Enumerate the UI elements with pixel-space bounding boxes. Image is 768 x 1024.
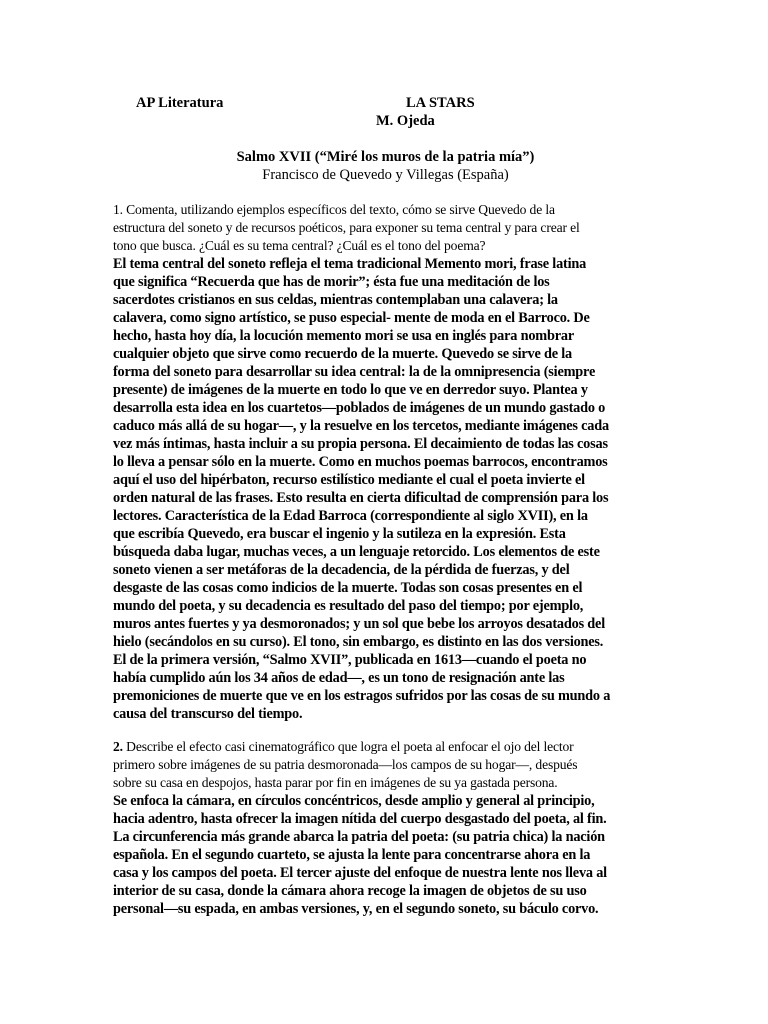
question-1 <box>113 201 661 255</box>
text-line: búsqueda daba lugar, muchas veces, a un lenguaje retorcido. Los elementos de este <box>113 544 600 560</box>
text-line: Se enfoca la cámara, en círculos concéntricos, desde amplio y general al principio, <box>113 793 595 809</box>
poem-author: Francisco de Quevedo y Villegas (España) <box>262 167 509 183</box>
text-line: El de la primera versión, “Salmo XVII”, publicada en 1613—cuando el poeta no <box>113 652 587 668</box>
text-line: personal—su espada, en ambas versiones, y, en el segundo soneto, su báculo corvo. <box>113 901 599 917</box>
text-line: premoniciones de muerte que ve en los estragos sufridos por las cosas de su mundo a <box>113 688 611 704</box>
text-line: estructura del soneto y de recursos poéticos, para exponer su tema central y para crear el <box>113 220 580 235</box>
text-line: hacia adentro, hasta ofrecer la imagen nítida del cuerpo desgastado del poeta, al fin. <box>113 811 607 827</box>
text-line: sobre su casa en despojos, hasta parar por fin en imágenes de su ya gastada persona. <box>113 775 558 790</box>
text-line: lectores. Característica de la Edad Barroca (correspondiente al siglo XVII), en la <box>113 508 588 524</box>
text-line: caduco más allá de su hogar—, y la resuelve en los tercetos, mediante imágenes cada <box>113 418 609 434</box>
text-line: había cumplido aún los 34 años de edad—, es un tono de resignación ante las <box>113 670 565 686</box>
text-line: hielo (secándolos en su curso). El tono, sin embargo, es distinto en las dos versiones. <box>113 634 604 650</box>
text-line: soneto vienen a ser metáforas de la decadencia, de la pérdida de fuerzas, y del <box>113 562 570 578</box>
text-line: primero sobre imágenes de su patria desmoronada—los campos de su hogar—, después <box>113 757 578 772</box>
question-2-number: 2. <box>113 739 123 754</box>
text-line: casa y los campos del poeta. El tercer ajuste del enfoque de nuestra lente nos lleva al <box>113 865 607 881</box>
text-line: La circunferencia más grande abarca la patria del poeta: (su patria chica) la nación <box>113 829 605 845</box>
text-line: lo lleva a pensar sólo en la muerte. Como en muchos poemas barrocos, encontramos <box>113 454 608 470</box>
header-course: AP Literatura <box>136 95 224 111</box>
text-line: interior de su casa, donde la cámara ahora recoge la imagen de objetos de su uso <box>113 883 587 899</box>
text-line: desgaste de las cosas como indicios de la muerte. Todas son cosas presentes en el <box>113 580 583 596</box>
text-line: desarrolla esta idea en los cuartetos—poblados de imágenes de un mundo gastado o <box>113 400 606 416</box>
answer-2 <box>113 792 661 918</box>
text-line: que escribía Quevedo, era buscar el ingenio y la sutileza en la expresión. Esta <box>113 526 566 542</box>
header-author: M. Ojeda <box>376 113 435 129</box>
text-line: hecho, hasta hoy día, la locución memento mori se usa en inglés para nombrar <box>113 328 574 344</box>
text-line: muros antes fuertes y ya desmoronados; y un sol que bebe los arroyos desatados del <box>113 616 605 632</box>
question-2-first-line: Describe el efecto casi cinematográfico que logra el poeta al enfocar el ojo del lector <box>122 739 574 754</box>
text-line: orden natural de las frases. Esto resulta en cierta dificultad de comprensión para los <box>113 490 609 506</box>
text-line: cualquier objeto que sirve como recuerdo de la muerte. Quevedo se sirve de la <box>113 346 572 362</box>
text-line: tono que busca. ¿Cuál es su tema central? ¿Cuál es el tono del poema? <box>113 238 486 253</box>
text-line: 1. Comenta, utilizando ejemplos específicos del texto, cómo se sirve Quevedo de la <box>113 202 555 217</box>
header-class-name: LA STARS <box>406 95 475 111</box>
answer-1 <box>113 255 661 723</box>
text-line: El tema central del soneto refleja el tema tradicional Memento mori, frase latina <box>113 256 587 272</box>
text-line: calavera, como signo artístico, se puso especial- mente de moda en el Barroco. De <box>113 310 590 326</box>
question-2 <box>113 738 661 792</box>
text-line: sacerdotes cristianos en sus celdas, mientras contemplaban una calavera; la <box>113 292 558 308</box>
text-line: española. En el segundo cuarteto, se ajusta la lente para concentrarse ahora en la <box>113 847 591 863</box>
text-line: presente) de imágenes de la muerte en todo lo que ve en derredor suyo. Plantea y <box>113 382 588 398</box>
text-line: forma del soneto para desarrollar su idea central: la de la omnipresencia (siempre <box>113 364 596 380</box>
poem-title: Salmo XVII (“Miré los muros de la patria mía”) <box>236 149 535 165</box>
text-line: vez más íntimas, hasta incluir a su propia persona. El decaimiento de todas las cosas <box>113 436 608 452</box>
text-line: mundo del poeta, y su decadencia es resultado del paso del tiempo; por ejemplo, <box>113 598 584 614</box>
text-line: que significa “Recuerda que has de morir”; ésta fue una meditación de los <box>113 274 550 290</box>
text-line: aquí el uso del hipérbaton, recurso estilístico mediante el cual el poeta invierte el <box>113 472 585 488</box>
text-line: causa del transcurso del tiempo. <box>113 706 303 722</box>
